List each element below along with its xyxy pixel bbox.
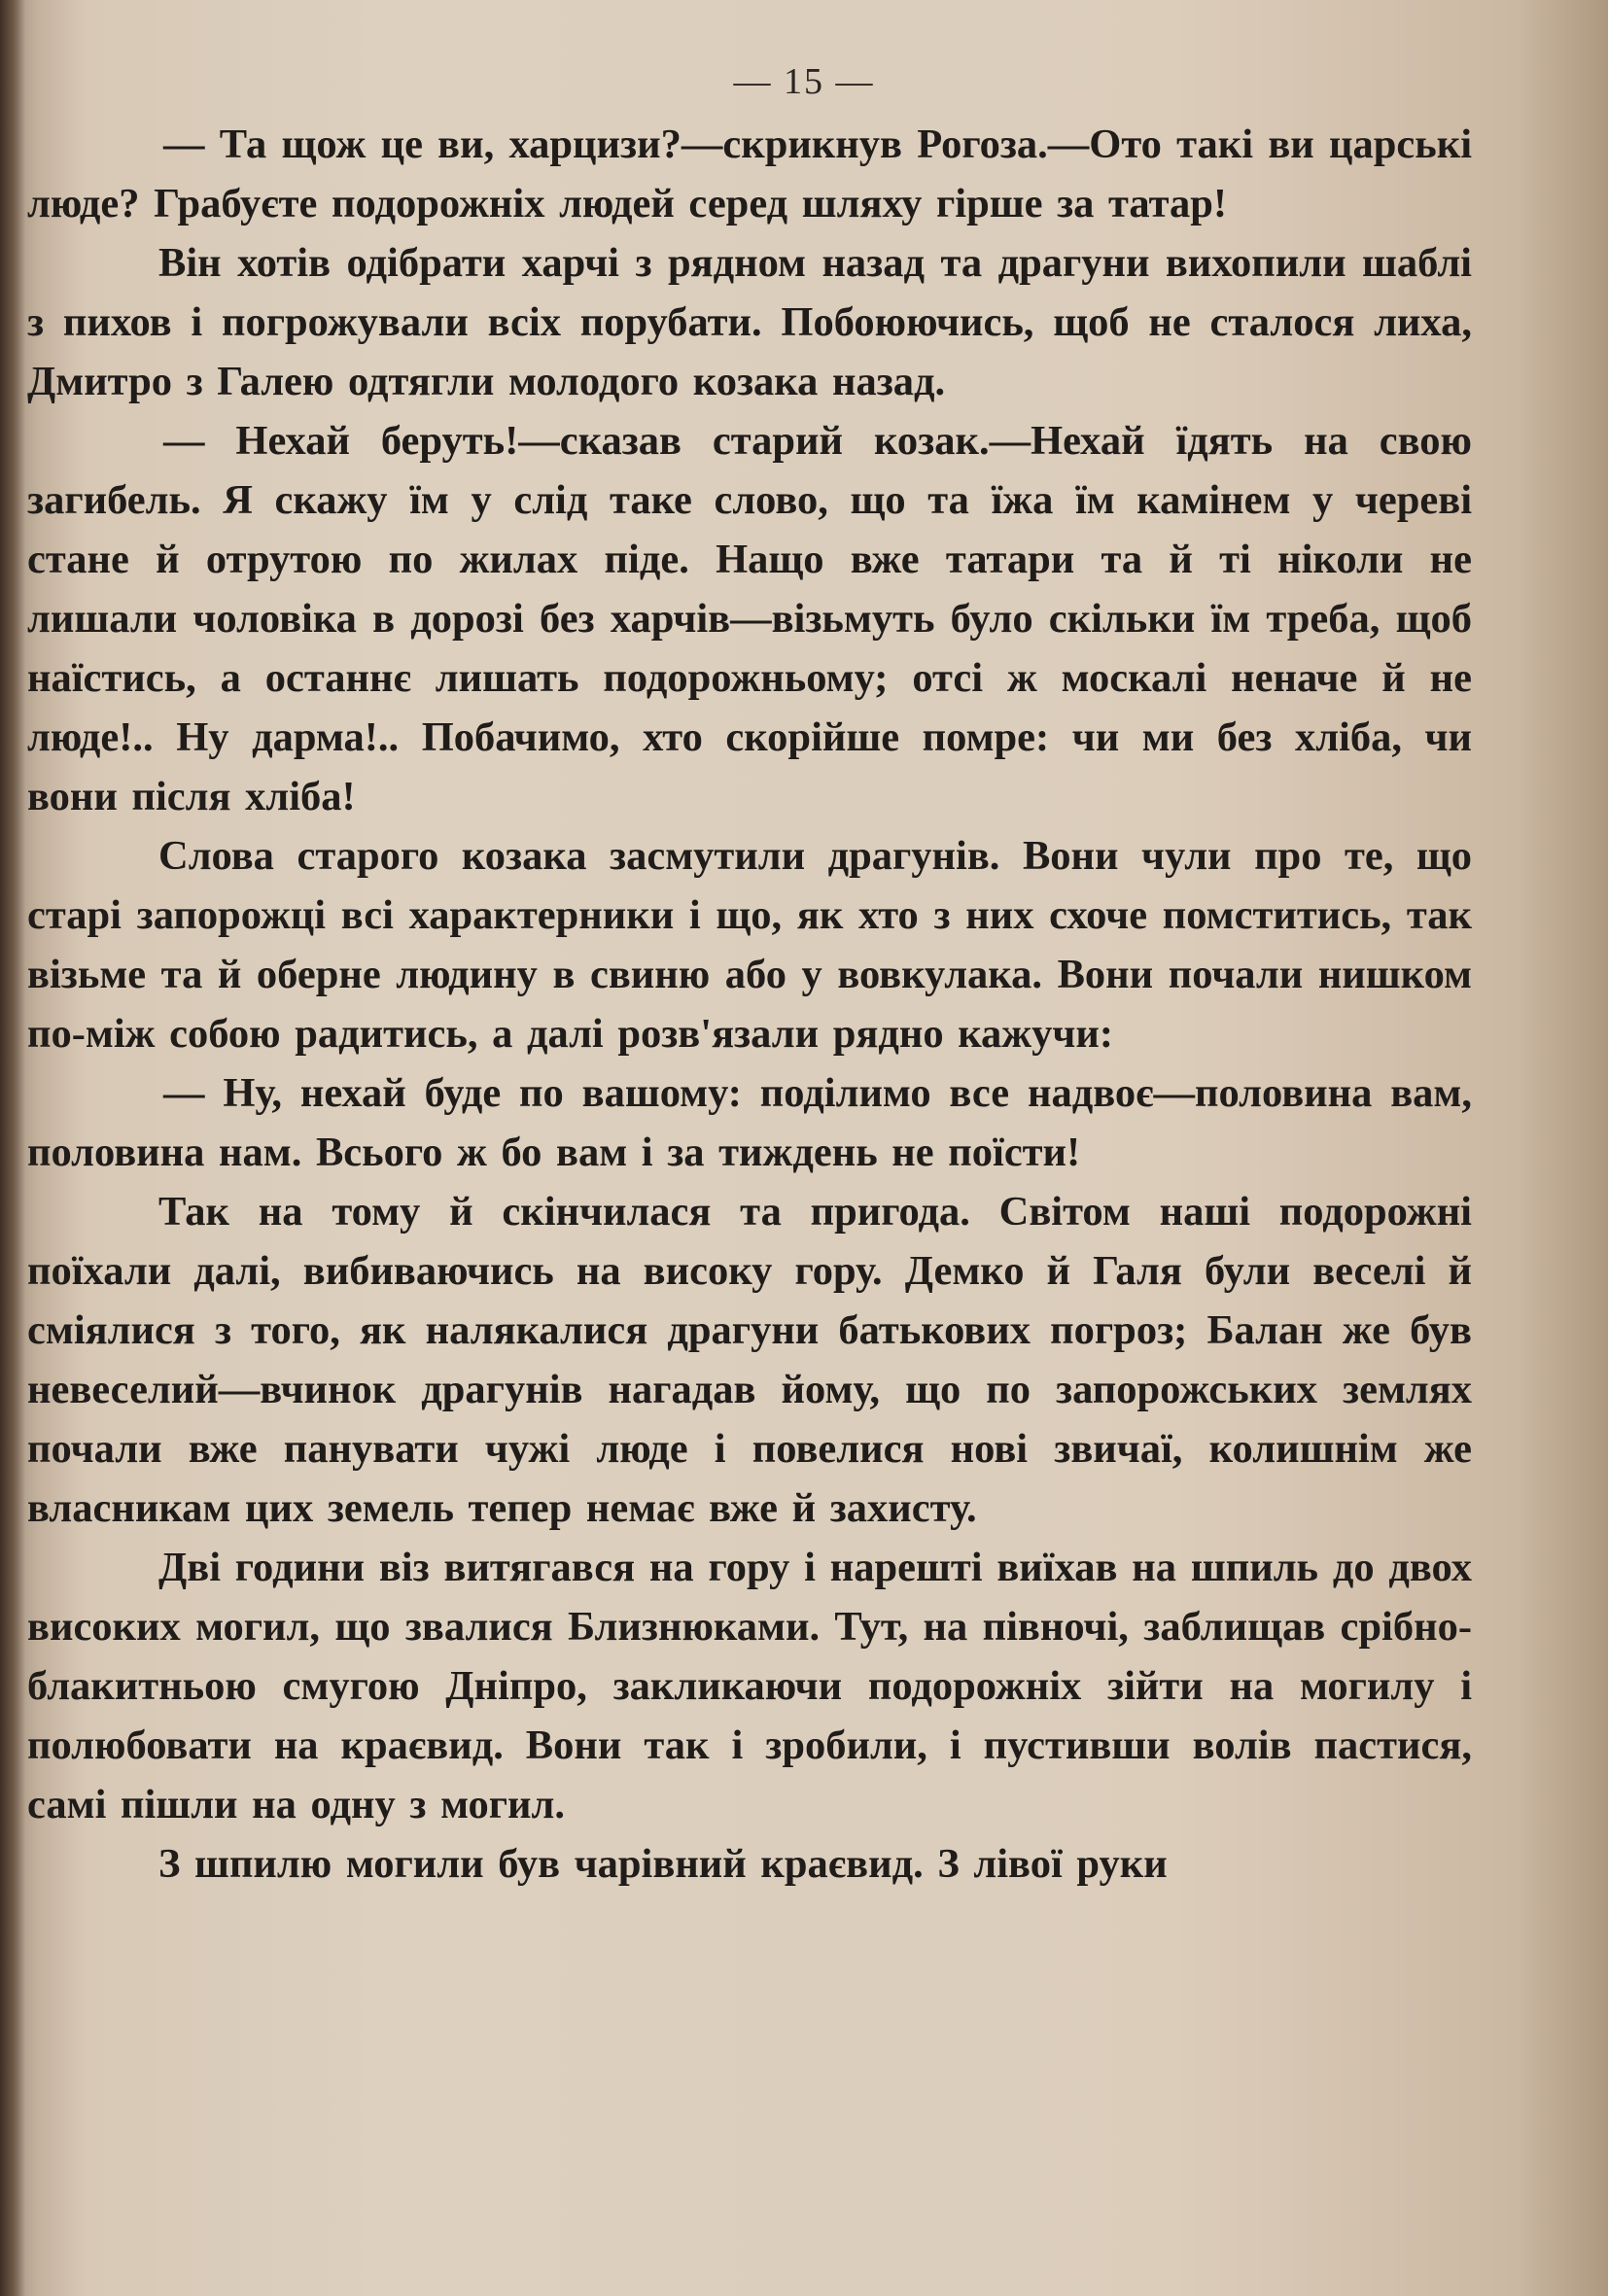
paragraph-4: Слова старого козака засмутили драгунів. Вони чули про те, що старі запорожці всі характерники і що, як хто з них схоче помститись, так візьме та й оберне людину в свиню або у вовкулака. Вони почали нишком по-між собою радитись, а далі розв'язали рядно кажучи: xyxy=(27,833,1472,1057)
page-body-text xyxy=(27,115,1472,1894)
paragraph-6: Так на тому й скінчилася та пригода. Світом наші подорожні поїхали далі, вибиваючись на високу гору. Демко й Галя були веселі й сміялися з того, як налякалися драгуни батькових погроз; Балан же був невеселий—вчинок драгунів нагадав йому, що по запорожських землях почали вже панувати чужі люде і повелися нові звичаї, колишнім же власникам цих земель тепер немає вже й захисту. xyxy=(27,1189,1472,1531)
page-number: — 15 — xyxy=(733,61,875,102)
paragraph-2: Він хотів одібрати харчі з рядном назад та драгуни вихопили шаблі з пихов і погрожували всіх порубати. Побоюючись, щоб не сталося лиха, Дмитро з Галею одтягли молодого козака назад. xyxy=(27,240,1472,404)
paragraph-7: Дві години віз витягався на гору і нарешті виїхав на шпиль до двох високих могил, що звалися Близнюками. Тут, на півночі, заблищав срібно-блакитньою смугою Дніпро, закликаючи подорожніх зійти на могилу і полюбовати на краєвид. Вони так і зробили, і пустивши волів пастися, самі пішли на одну з могил. xyxy=(27,1545,1472,1827)
paragraph-5: — Ну, нехай буде по вашому: поділимо все надвоє—половина вам, половина нам. Всього ж бо вам і за тиждень не поїсти! xyxy=(27,1070,1472,1175)
paragraph-3: — Нехай беруть!—сказав старий козак.—Нехай їдять на свою загибель. Я скажу їм у слід таке слово, що та їжа їм камінем у череві стане й отрутою по жилах піде. Нащо вже татари та й ті ніколи не лишали чоловіка в дорозі без харчів—візьмуть було скільки їм треба, щоб наїстись, а останнє лишать подорожньому; отсі ж москалі неначе й не люде!.. Ну дарма!.. Побачимо, хто скорійше помре: чи ми без хліба, чи вони після хліба! xyxy=(27,418,1472,819)
paragraph-8: З шпилю могили був чарівний краєвид. З лівої руки xyxy=(158,1841,1168,1887)
book-spine-shadow xyxy=(0,0,25,2296)
paragraph-1: — Та щож це ви, харцизи?—скрикнув Рогоза.—Ото такі ви царські люде? Грабуєте подорожніх людей серед шляху гірше за татар! xyxy=(27,122,1472,226)
